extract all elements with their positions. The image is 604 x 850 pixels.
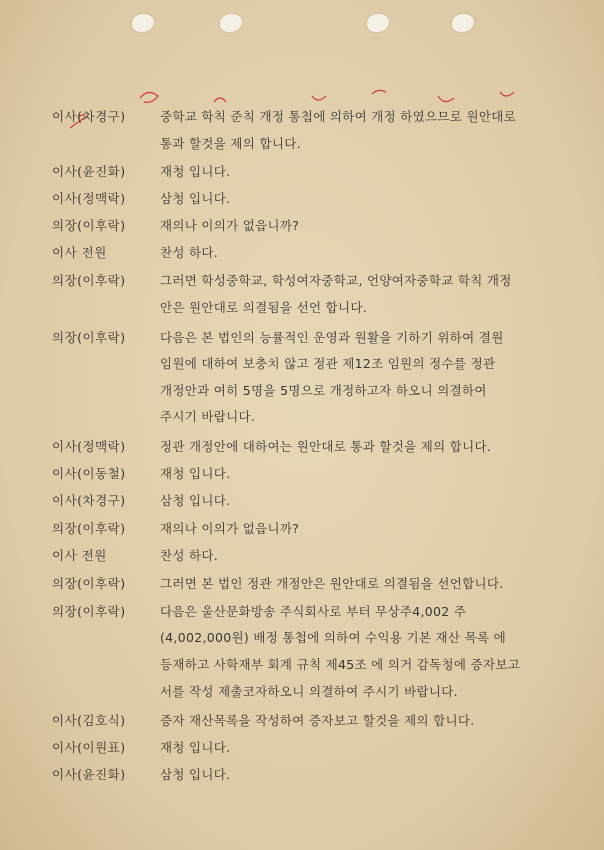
speaker-name: 이사 전원 — [52, 548, 107, 563]
speech-line: 다음은 본 법인의 능률적인 운영과 원활을 기하기 위하여 결원 — [160, 330, 504, 345]
speaker-name: 이사(차경구) — [52, 109, 126, 124]
speaker-name: 이사(김호식) — [52, 713, 126, 728]
speaker-name: 이사(정맥락) — [52, 191, 126, 206]
speaker-name: 의장(이후락) — [52, 330, 126, 345]
speech-line: 삼청 입니다. — [160, 493, 231, 508]
speech-line: 서를 작성 제출코자하오니 의결하여 주시기 바랍니다. — [160, 684, 458, 699]
speaker-name: 이사(정맥락) — [52, 439, 126, 454]
speech-line: 정관 개정안에 대하여는 원안대로 통과 할것을 제의 합니다. — [160, 439, 492, 454]
speech-line: 재의나 이의가 없읍니까? — [160, 521, 300, 536]
speaker-name: 의장(이후락) — [52, 521, 126, 536]
speech-line: 재청 입니다. — [160, 466, 231, 481]
speech-line: 안은 원안대로 의결됨을 선언 합니다. — [160, 300, 367, 315]
speech-line: (4,002,000원) 배정 통첩에 의하여 수익용 기본 재산 목록 에 — [160, 630, 506, 645]
speech-line: 주시기 바랍니다. — [160, 409, 256, 424]
speech-line: 개정안과 여히 5명을 5명으로 개정하고자 하오니 의결하여 — [160, 383, 487, 398]
speaker-name: 의장(이후락) — [52, 218, 126, 233]
speech-line: 재청 입니다. — [160, 164, 231, 179]
speech-line: 다음은 울산문화방송 주식회사로 부터 무상주4,002 주 — [160, 604, 467, 619]
speech-line: 삼청 입니다. — [160, 767, 231, 782]
punch-hole — [367, 14, 389, 32]
speaker-name: 의장(이후락) — [52, 576, 126, 591]
speech-line: 중학교 학칙 준칙 개정 통첩에 의하여 개정 하였으므로 원안대로 — [160, 109, 516, 124]
speech-line: 찬성 하다. — [160, 548, 219, 563]
punch-hole — [132, 14, 154, 32]
speaker-name: 이사(윤진화) — [52, 767, 126, 782]
punch-hole — [452, 14, 474, 32]
speech-line: 찬성 하다. — [160, 245, 219, 260]
speech-line: 재청 입니다. — [160, 740, 231, 755]
punch-hole — [220, 14, 242, 32]
speaker-name: 이사(윤진화) — [52, 164, 126, 179]
speaker-name: 이사(이동철) — [52, 466, 126, 481]
speech-line: 그러면 학성중학교, 학성여자중학교, 언양여자중학교 학칙 개정 — [160, 273, 512, 288]
speech-line: 증자 재산목록을 작성하여 증자보고 할것을 제의 합니다. — [160, 713, 475, 728]
speech-line: 통과 할것을 제의 합니다. — [160, 136, 301, 151]
speech-line: 임원에 대하여 보충치 않고 정관 제12조 임원의 정수를 정관 — [160, 356, 496, 371]
speaker-name: 이사(차경구) — [52, 493, 126, 508]
speech-line: 그러면 본 법인 정관 개정안은 원안대로 의결됨을 선언합니다. — [160, 576, 504, 591]
speaker-name: 이사 전원 — [52, 245, 107, 260]
speech-line: 삼청 입니다. — [160, 191, 231, 206]
speech-line: 재의나 이의가 없읍니까? — [160, 218, 300, 233]
speaker-name: 이사(이원표) — [52, 740, 126, 755]
speech-line: 등재하고 사학재부 회계 규칙 제45조 에 의거 감독청에 증자보고 — [160, 657, 521, 672]
speaker-name: 의장(이후락) — [52, 273, 126, 288]
speaker-name: 의장(이후락) — [52, 604, 126, 619]
